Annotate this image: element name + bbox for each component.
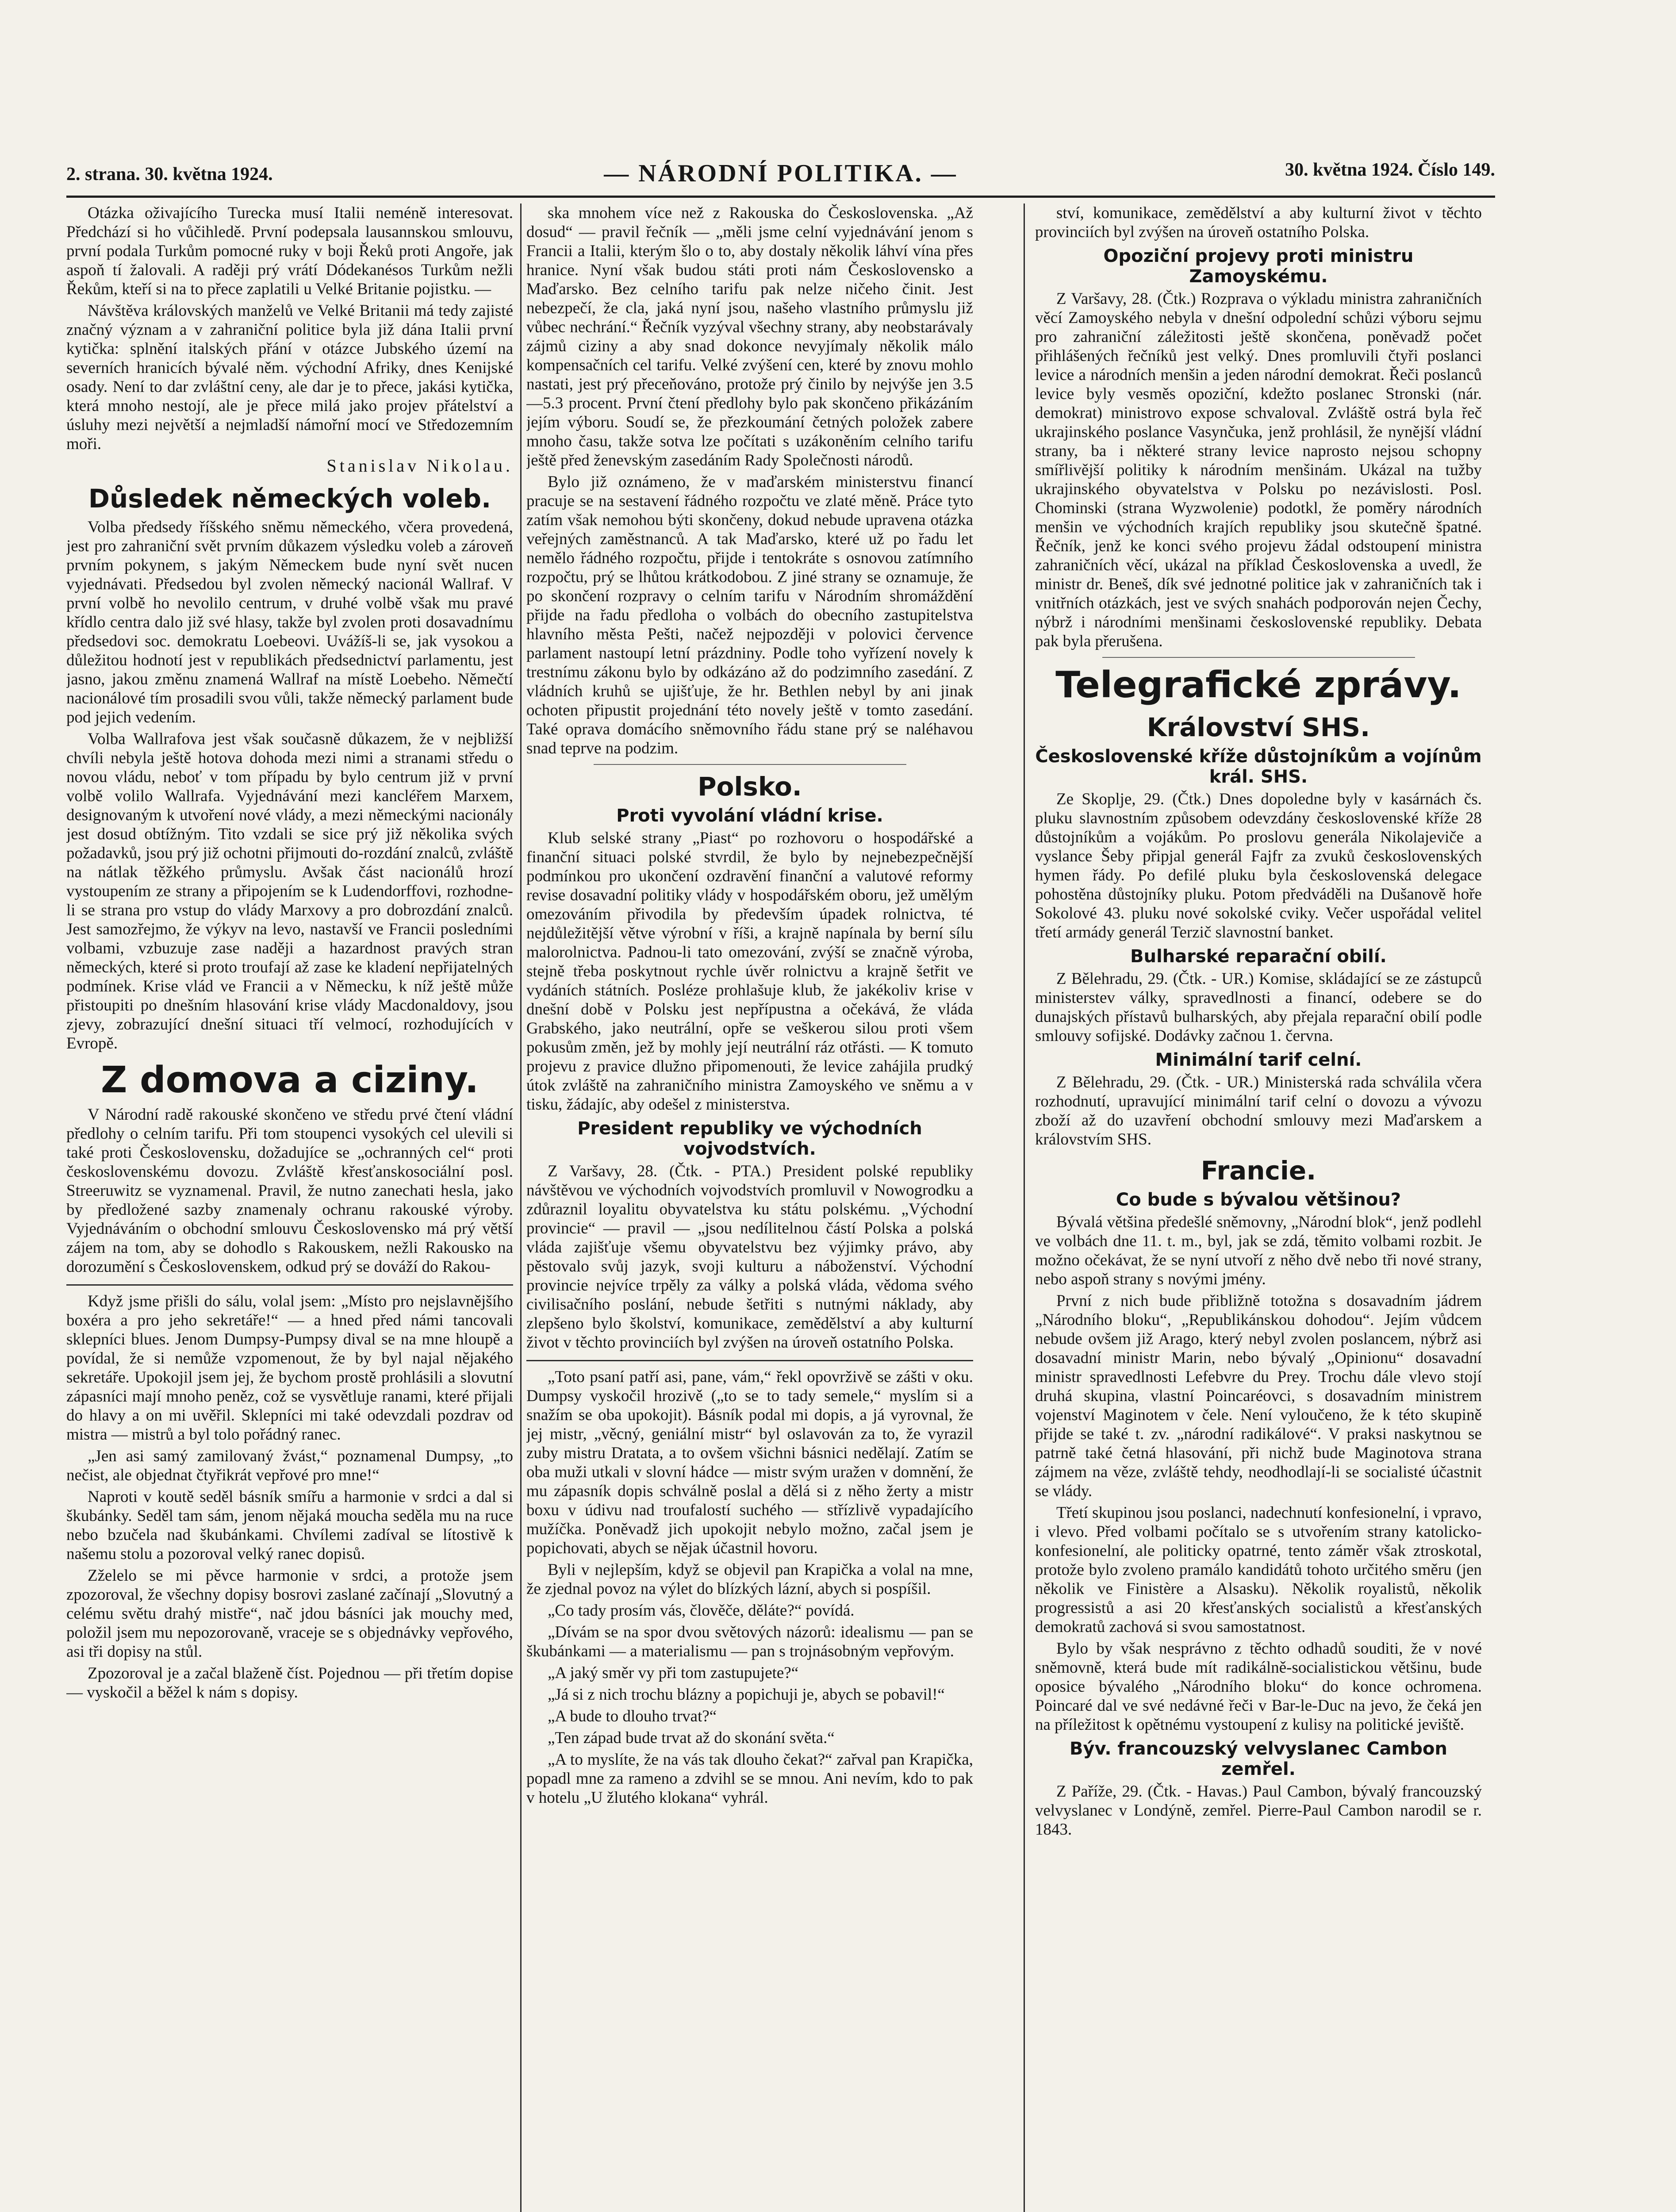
paragraph: Volba předsedy říšského sněmu německého, včera provedená, jest pro zahraniční svět prvním důkazem výsledku voleb a zároveň prvním pokynem, s jakým Německem bude nyní svět nucen vyjednávati. Předsedou byl zvolen německý nacionál Wallraf. V první volbě ho nevolilo centrum, v druhé volbě však mu pravé křídlo centra dalo již své hlasy, takže byl zvolen proti dosavadnímu předsedovi soc. demokratu Loebeovi. Uvážíš-li se, jak vysokou a důležitou hodnotí jest v republikách předsednictví parlamentu, jest jasno, jakou změnu znamená Wallraf na místě Loebeho. Němečtí nacionálové tím prosadili svou vůli, takže německý parlament bude pod jejich vedením. (66, 518, 513, 726)
paragraph: V Národní radě rakouské skončeno ve středu prvé čtení vládní předlohy o celním tarifu. Při tom stoupenci vysokých cel ulevili si také proti Československu, dožadujíce se „ochranných cel“ proti československému dovozu. Zvláště křesťanskosociální posl. Streeruwitz se vyznamenal. Pravil, že nutno zanechati hesla, jako by předložené sazby znamenaly ochranu rakouské výroby. Vyjednáváním o obchodní smlouvu Československo má prý větší zájem na tom, aby se dohodlo s Rakouskem, nežli Rakousko na dorozumění s Československem, odkud prý se dováží do Rakou- (66, 1106, 513, 1276)
masthead: — NÁRODNÍ POLITIKA. — (604, 160, 958, 187)
subheadline: Býv. francouzský velvyslanec Cambon zemřel. (1070, 1739, 1447, 1779)
paragraph: Volba Wallrafova jest však současně důkazem, že v nejbližší chvíli nebyla ještě hotova dohoda mezi nimi a stranami středu o novou vládu, neboť v tom případu by bylo centrum již v první volbě volilo Wallrafa. Vyjednávání mezi kancléřem Marxem, designovaným k utvoření nové vlády, a mezi německými nacionály jest dosud obtížným. Tito vzdali se sice prý již několika svých požadavků, jsou prý již ochotni přijmouti do-rozdání znalců, zvláště na nátlak těžkého průmyslu. Avšak část nacionálů hrozí vystoupením ze strany a připojením se k Ludendorffovi, rozhodne-li se strana pro vstup do vlády Marxovy a pro dobrozdání znalců. Jest samozřejmo, že výkyv na levo, nastavší ve Francii posledními volbami, vzbuzuje zase naději a hazardnost pravých stran německých, které si proto troufají až zase ke kladení nepřijatelných podmínek. Krise vlád ve Francii a v Německu, k níž ještě může přistoupiti po dnešním hlasování krise vlády Macdonaldovy, jsou zjevy, zobrazující dnešní situaci tří velmocí, rozhodujících v Evropě. (66, 730, 513, 1052)
page-header (66, 159, 1495, 190)
paragraph: První z nich bude přibližně totožna s dosavadním jádrem „Národního bloku“, „Republikánskou dohodou“. Jejím vůdcem nebude ovšem již Arago, který nebyl zvolen poslancem, nýbrž asi dosavadní ministr Marin, nebo bývalý „Opinionu“ dosavadní ministr spravedlnosti Lefebvre du Prey. Trochu dále vlevo stojí druhá skupina, vlastní Poincaréovci, s dosavadním ministrem vojenství Maginotem v čele. Není vyloučeno, že k této skupině přijde se také t. zv. „národní radikálové“. V praksi naskytnou se patrně také četná hlasování, při nichž bude Maginotova strana zájmem na věze, zvláště tehdy, neodhodlají-li se socialisté účastnit se vlády. (1035, 1292, 1482, 1500)
subheadline: Minimální tarif celní. (1155, 1050, 1362, 1070)
header-rule (66, 196, 1495, 198)
paragraph: Návštěva královských manželů ve Velké Britanii má tedy zajisté značný význam a v zahraniční politice byla již dána Italii první kytička: splnění italských přání v otázce Jubského území na severních hranicích bývalé něm. východní Afriky, dnes Kenijské osady. Není to dar zvláštní ceny, ale dar je to přece, jakási kytička, která mnoho nestojí, ale je přece milá jako projev přátelství a úsluhy mezi největší a nejmladší námořní mocí ve Středozemním moři. (66, 302, 513, 453)
headline: Polsko. (698, 772, 802, 802)
paragraph: „Co tady prosím vás, člověče, děláte?“ povídá. (548, 1601, 855, 1620)
paragraph: Byli v nejlepším, když se objevil pan Krapička a volal na mne, že zjednal povoz na výlet do blízkých lázní, abych si pospíšil. (526, 1561, 973, 1598)
paragraph: Z Varšavy, 28. (Čtk. - PTA.) President polské republiky návštěvou ve východních vojvodstvích promluvil v Nowogrodku a zdůraznil loyalitu obyvatelstva ku státu polskému. „Východní provincie“ — pravil — „jsou nedílitelnou částí Polska a polská vláda zajišťuje všemu obyvatelstvu bez výjimky právo, aby pěstovalo svůj jazyk, svoji kulturu a náboženství. Východní provincie nejvíce trpěly za války a polská vláda, vědoma svého civilisačního poslání, nebude šetřiti s nutnými náklady, aby zlepšeno bylo školství, komunikace, zemědělství a aby kulturní život v těchto provinciích byl zvýšen na úroveň ostatního Polska. (526, 1162, 973, 1352)
paragraph: Z Paříže, 29. (Čtk. - Havas.) Paul Cambon, bývalý francouzský velvyslanec v Londýně, zemřel. Pierre-Paul Cambon narodil se r. 1843. (1035, 1782, 1482, 1839)
column-3 (1035, 204, 1482, 2212)
column-divider (520, 204, 522, 2212)
paragraph: „Já si z nich trochu blázny a popichuji je, abych se pobavil!“ (548, 1686, 945, 1704)
subheadline: Československé kříže důstojníkům a vojínům král. SHS. (1035, 746, 1482, 787)
paragraph: Otázka oživajícího Turecka musí Italii neméně interesovat. Předchází si ho vůčihledě. První podepsala lausannskou smlouvu, první podala Turkům pomocné ruky v boji Řeků proti Angoře, jak aspoň tí žalovali. A raději prý vrátí Dódekanésos Turkům nežli Řekům, kteří si na to přece zaplatili u Velké Britanie pojistku. — (66, 204, 513, 298)
feuilleton-rule (66, 1284, 513, 1286)
paragraph: „Jen asi samý zamilovaný žvást,“ poznamenal Dumpsy, „to nečist, ale objednat čtyřikrát vepřové pro mne!“ (66, 1447, 513, 1484)
paragraph: Ze Skoplje, 29. (Čtk.) Dnes dopoledne byly v kasárnách čs. pluku slavnostním způsobem odevzdány československé kříže 28 důstojníkům a vojákům. Po proslovu generála Nikolajeviče a vyslance Šeby připjal generál Fajfr za zvuků československých hymen řády. Po defilé pluku byla československá delegace pohostěna důstojníky pluku. Potom předváděli na Dušanově hoře Sokolové 43. pluku nové sokolské cviky. Večer uspořádal velitel třetí armády generál Terzič slavnostní banket. (1035, 790, 1482, 941)
paragraph: Zpozoroval je a začal blaženě číst. Pojednou — při třetím dopise — vyskočil a běžel k nám s dopisy. (66, 1664, 513, 1701)
subheadline: Opoziční projevy proti ministru Zamoyskému. (1103, 246, 1414, 287)
headline: Z domova a ciziny. (100, 1059, 479, 1101)
divider (1102, 657, 1415, 658)
paragraph: Z Bělehradu, 29. (Čtk. - UR.) Komise, skládající se ze zástupců ministerstev války, spravedlnosti a financí, odebere se do dunajských přístavů bulharských, aby přejala reparační obilí podle smlouvy sofijské. Dodávky začnou 1. června. (1035, 970, 1482, 1045)
headline: Království SHS. (1147, 712, 1370, 742)
paragraph: Bylo již oznámeno, že v maďarském ministerstvu financí pracuje se na sestavení řádného rozpočtu ve zlaté měně. Práce tyto zatím však nemohou býti skončeny, dokud nebude upravena otázka veřejných zaměstnanců. A tak Maďarsko, které už po řadu let nemělo řádného rozpočtu, přijde i tentokráte s osnovou zatímního rozpočtu, prý se lhůtou krátkodobou. Z jiné strany se oznamuje, že po skončení rozpravy o celním tarifu v Národním shromáždění přijde na řadu předloha o volbách do obecního zastupitelstva hlavního města Pešti, načež nejpozději v polovici července parlament nastoupí letní prázdniny. Podle toho vyřízení novely k trestnímu zákonu bylo by odkázáno až do podzimního zasedání. Z vládních kruhů se ujišťuje, že hr. Bethlen nebyl by ani jinak ochoten připustit projednání této novely ještě v tomto zasedání. Také oprava domácího sněmovního řádu stane prý se naléhavou snad teprve na podzim. (526, 473, 973, 757)
paragraph: ska mnohem více než z Rakouska do Československa. „Až dosud“ — pravil řečník — „měli jsme celní vyjednávání jenom s Francii a Italii, kterým šlo o to, aby dostaly několik láhví vína přes hranice. Nyní však budou státi proti nám Československo a Maďarsko. Bez celního tarifu pak nelze ničeho činit. Jest nebezpečí, že cla, jaká nyní jsou, našeho vlastního průmyslu již vůbec nechrání.“ Řečník vyzýval všechny strany, aby neobstarávaly zájmů ciziny a aby snad dokonce nevyjímaly několik málo kompensačních cel tarifu. Velké zvýšení cen, které by znovu mohlo nastati, jest prý přeceňováno, protože prý činilo by nejvýše jen 3.5—5.3 procent. První čtení předlohy bylo pak skončeno přikázáním jejím výboru. Soudí se, že přezkoumání četných položek zabere mnoho času, takže sotva lze počítati s uzákoněním celního tarifu ještě před ženevským zasedáním Rady Společnosti národů. (526, 204, 973, 469)
feuilleton-rule (526, 1360, 973, 1361)
subheadline: Co bude s bývalou většinou? (1116, 1190, 1401, 1210)
paragraph: „Ten západ bude trvat až do skonání světa.“ (548, 1729, 835, 1747)
subheadline: Bulharské reparační obilí. (1130, 946, 1387, 967)
paragraph: Z Bělehradu, 29. (Čtk. - UR.) Ministerská rada schválila včera rozhodnutí, upravující minimální tarif celní o dovozu a vývozu zboží až do uzavření obchodní smlouvy mezi Maďarskem a královstvím SHS. (1035, 1073, 1482, 1148)
column-2 (526, 204, 973, 2212)
paragraph: ství, komunikace, zemědělství a aby kulturní život v těchto provinciích byl zvýšen na úroveň ostatního Polska. (1035, 204, 1482, 241)
headline: Telegrafické zprávy. (1055, 664, 1461, 706)
column-divider (1024, 204, 1025, 2212)
paragraph: „A bude to dlouho trvat?“ (548, 1707, 717, 1725)
paragraph: Třetí skupinou jsou poslanci, nadechnutí konfesionelní, i vpravo, i vlevo. Před volbami počítalo se s utvořením strany katolicko-konfesionelní, ale politicky opatrné, tento záměr však ztroskotal, protože bylo zvoleno pramálo kandidátů tohoto určitého směru (jen několik ve Finistère a Alsasku). Několik royalistů, několik progressistů a asi 20 křesťanských socialistů a křesťanských demokratů zachová si svou samostatnost. (1035, 1504, 1482, 1636)
header-right: 30. května 1924. Číslo 149. (1285, 160, 1495, 180)
column-1 (66, 204, 513, 2212)
paragraph: „Dívám se na spor dvou světových názorů: idealismu — pan se škubánkami — a materialismu — pan s trojnásobným vepřovým. (526, 1623, 973, 1660)
paragraph: „Toto psaní patří asi, pane, vám,“ řekl opovrživě se zášti v oku. Dumpsy vyskočil hrozivě („to se to tady semele,“ myslím si a snažím se oba upokojit). Básník podal mi dopis, a já vyrovnal, že jej mistr, „věcný, geniální mistr“ byl oslavován za to, že vyrazil zuby mistru Dratata, a to ovšem všichni básnici nedělají. Zatím se oba muži utkali v slovní hádce — mistr svým uražen v domnění, že mu zápasník dopis schválně poslal a dělá si z něho žerty a mistr boxu v údivu nad troufalostí suchého — střízlivě vypadajícího mužíčka. Poněvadž jich upokojit nebylo možno, začal jsem je popichovati, abych se nějak účastnil hovoru. (526, 1368, 973, 1557)
paragraph: Klub selské strany „Piast“ po rozhovoru o hospodářské a finanční situaci polské stvrdil, že bylo by nejnebezpečnější podmínkou pro ukončení ozdravění finanční a valutové reformy revise dosavadní politiky vlády v hospodářském oboru, jež umělým omezováním přivodila by především úpadek rolnictva, té nejdůležitější větve výrobní v říši, a krajně napínala by berní sílu malorolnictva. Padnou-li tato omezování, zvýší se značně výroba, stejně třeba poskytnout rychle úvěr rolnictvu a krajně šetřit ve vydáních státních. Posléze prohlašuje klub, že jakékoliv krise v dnešní době v Polsku jest nepřípustna a očekává, že vláda Grabského, jako neutrální, opře se veškerou silou proti všem pokusům změn, jež by mohly její neutrální ráz otřásti. — K tomuto projevu z pravice dlužno připomenouti, že levice zahájila prudký útok zvláště na zahraničního ministra Zamoyského ve sněmu a v tisku, žádajíc, aby odešel z ministerstva. (526, 829, 973, 1114)
paragraph: Když jsme přišli do sálu, volal jsem: „Místo pro nejslavnějšího boxéra a pro jeho sekretáře!“ — a hned před námi tancovali sklepníci blues. Jenom Dumpsy-Pumpsy dival se na mne hloupě a povídal, že si nemůže vzpomenout, že by byl najal nějakého sekretáře. Upokojil jsem jej, že bychom prostě prohlásili a slovutní zápasníci mají mnoho peněz, což se vysvětluje ranami, které přijali do hlavy a on mi uvěřil. Sklepníci mi také odevzdali pozdrav od mistra — mistrů a byl tolo pořádný ranec. (66, 1292, 513, 1444)
subheadline: Proti vyvolání vládní krise. (616, 806, 883, 826)
paragraph: Bylo by však nesprávno z těchto odhadů souditi, že v nové sněmovně, která bude mít radikálně-socialistickou většinu, bude oposice bývalého „Národního bloku“ do konce ochromena. Poincaré dal ve své nedávné řeči v Bar-le-Duc na jevo, že čeká jen na příležitost k opětnému vystoupení z kulisy na politické jeviště. (1035, 1640, 1482, 1734)
paragraph: Zželelo se mi pěvce harmonie v srdci, a protože jsem zpozoroval, že všechny dopisy bosrovi zaslané začínají „Slovutný a celému světu drahý mistře“, nač jdou básníci jak mouchy med, položil jsem mu nepozorovaně, vraceje se s objednávky vepřového, asi tři dopisy na stůl. (66, 1567, 513, 1661)
paragraph: „A to myslíte, že na vás tak dlouho čekat?“ zařval pan Krapička, popadl mne za rameno a zdvihl se se mnou. Ani nevím, kdo to pak v hotelu „U žlutého klokana“ vyhrál. (526, 1751, 973, 1807)
header-left: 2. strana. 30. května 1924. (66, 164, 273, 184)
paragraph: „A jaký směr vy při tom zastupujete?“ (548, 1664, 799, 1682)
paragraph: Bývalá většina předešlé sněmovny, „Národní blok“, jenž podlehl ve volbách dne 11. t. m., byl, jak se zdá, těmito volbami rozbit. Je možno očekávat, že se nyní utvoří z něho dvě nebo tři nové strany, nebo aspoň strany s novými jmény. (1035, 1213, 1482, 1288)
paragraph: Naproti v koutě seděl básník smířu a harmonie v srdci a dal si škubánky. Seděl tam sám, jenom nějaká moucha seděla mu na ruce nebo bzučela nad škubánkami. Chvílemi zadíval se lítostivě k našemu stolu a pozoroval velký ranec dopisů. (66, 1488, 513, 1563)
headline: Důsledek německých voleb. (88, 484, 491, 514)
paragraph: Z Varšavy, 28. (Čtk.) Rozprava o výkladu ministra zahraničních věcí Zamoyského nebyla v dnešní odpolední schůzi výboru sejmu pro zahraniční záležitosti ještě skončena, poněvadž počet přihlášených řečníků jest velký. Dnes promluvili čtyři poslanci levice a národních menšin a jeden národní demokrat. Řeči poslanců levice byly vesměs opoziční, kdežto poslanec Stronski (nár. demokrat) ministrovo expose schvaloval. Zvláště ostrá byla řeč ukrajinského poslance Vasynčuka, jenž prohlásil, že nynější vládní strany, ba i některé strany levice naprosto nejsou schopny smířlivější politiky k národním menšinám. Ukázal na tužby ukrajinského obyvatelstva v Polsku po nezávislosti. Posl. Chominski (strana Wyzwolenie) podotkl, že poměry národních menšin ve východních krajích republiky jsou skutečně špatné. Řečník, jenž ke konci svého projevu žádal odstoupení ministra zahraničních věcí, ukázal na příklad Československa a uvedl, že ministr dr. Beneš, dík své jednotné politice jak v zahraničních tak i vnitřních otázkách, jest ve svých snahách podporován nejen Čechy, nýbrž i národními menšinami československé republiky. Debata pak byla přerušena. (1035, 290, 1482, 650)
divider (594, 764, 906, 765)
subheadline: President republiky ve východních vojvodstvích. (577, 1118, 922, 1159)
headline: Francie. (1200, 1156, 1316, 1186)
author-byline: Stanislav Nikolau. (326, 456, 513, 476)
